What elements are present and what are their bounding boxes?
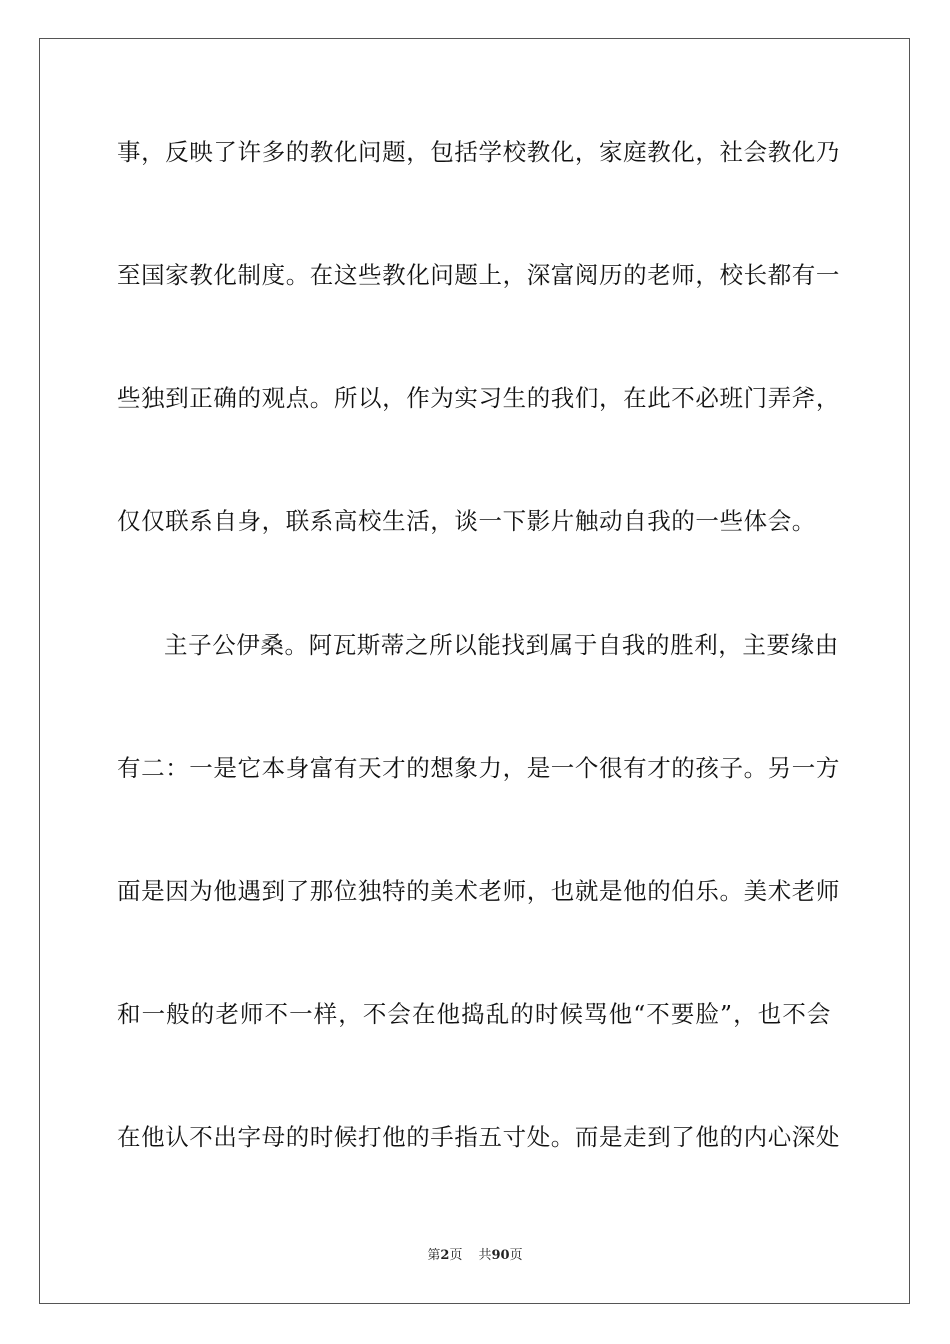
total-suffix: 页 [509,1248,523,1263]
body-line-1: 事，反映了许多的教化问题，包括学校教化，家庭教化，社会教化乃 [117,138,840,166]
body-line-4: 仅仅联系自身，联系高校生活，谈一下影片触动自我的一些体会。 [117,507,816,535]
body-line-7: 面是因为他遇到了那位独特的美术老师，也就是他的伯乐。美术老师 [117,877,840,905]
body-line-8: 和一般的老师不一样，不会在他捣乱的时候骂他“不要脸”，也不会 [117,1000,831,1028]
body-line-5-paragraph-start: 主子公伊桑。阿瓦斯蒂之所以能找到属于自我的胜利，主要缘由 [164,631,839,659]
total-prefix: 共 [478,1248,492,1263]
page-number: 2 [440,1248,450,1263]
body-line-3: 些独到正确的观点。所以，作为实习生的我们，在此不必班门弄斧， [117,384,840,412]
page-border [39,38,910,1304]
total-pages: 90 [491,1248,510,1263]
body-line-9: 在他认不出字母的时候打他的手指五寸处。而是走到了他的内心深处 [117,1123,840,1151]
page-suffix: 页 [449,1248,463,1263]
page-footer [0,1247,950,1265]
page-prefix: 第 [427,1248,441,1263]
body-line-2: 至国家教化制度。在这些教化问题上，深富阅历的老师，校长都有一 [117,261,840,289]
body-line-6: 有二：一是它本身富有天才的想象力，是一个很有才的孩子。另一方 [117,754,840,782]
